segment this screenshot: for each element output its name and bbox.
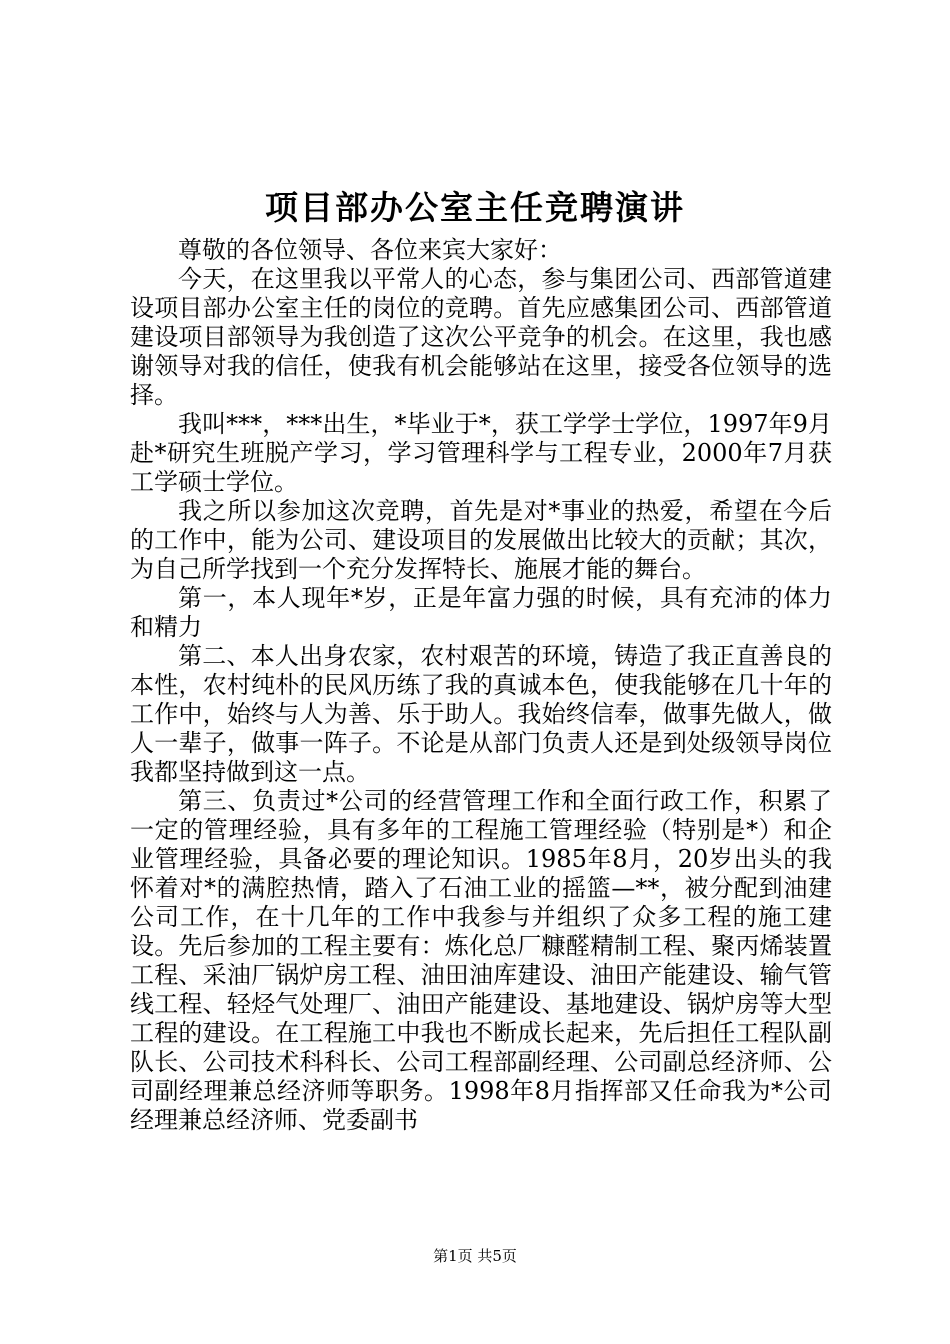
page-footer: 第1页 共5页 — [433, 1247, 517, 1265]
paragraph-opening: 今天，在这里我以平常人的心态，参与集团公司、西部管道建设项目部办公室主任的岗位的竞聘。首先应感集团公司、西部管道建设项目部领导为我创造了这次公平竞争的机会。在这里，我也感谢领导对我的信任，使我有机会能够站在这里，接受各位领导的选择。 — [130, 265, 832, 409]
paragraph-salutation: 尊敬的各位领导、各位来宾大家好： — [178, 236, 562, 264]
paragraph-background: 我叫***，***出生，*毕业于*，获工学学士学位，1997年9月赴*研究生班脱产学习，学习管理科学与工程专业，2000年7月获工学硕士学位。 — [130, 410, 832, 496]
paragraph-point-three: 第三、负责过*公司的经营管理工作和全面行政工作，积累了一定的管理经验，具有多年的工程施工管理经验（特别是*）和企业管理经验，具备必要的理论知识。1985年8月，20岁出头的我怀着对*的满腔热情，踏入了石油工业的摇篮—**，被分配到油建公司工作，在十几年的工作中我参与并组织了众多工程的施工建设。先后参加的工程主要有：炼化总厂糠醛精制工程、聚丙烯装置工程、采油厂锅炉房工程、油田油库建设、油田产能建设、输气管线工程、轻烃气处理厂、油田产能建设、基地建设、锅炉房等大型工程的建设。在工程施工中我也不断成长起来，先后担任工程队副队长、公司技术科科长、公司工程部副经理、公司副总经济师、公司副经理兼总经济师等职务。1998年8月指挥部又任命我为*公司经理兼总经济师、党委副书 — [130, 787, 832, 1134]
paragraph-point-one: 第一，本人现年*岁，正是年富力强的时候，具有充沛的体力和精力 — [130, 584, 832, 641]
paragraph-point-two: 第二、本人出身农家，农村艰苦的环境，铸造了我正直善良的本性，农村纯朴的民风历练了我的真诚本色，使我能够在几十年的工作中，始终与人为善、乐于助人。我始终信奉，做事先做人，做人一辈子，做事一阵子。不论是从部门负责人还是到处级领导岗位我都坚持做到这一点。 — [130, 642, 832, 786]
paragraph-motivation: 我之所以参加这次竞聘，首先是对*事业的热爱，希望在今后的工作中，能为公司、建设项目的发展做出比较大的贡献；其次，为自己所学找到一个充分发挥特长、施展才能的舞台。 — [130, 497, 832, 583]
document-title: 项目部办公室主任竞聘演讲 — [265, 188, 685, 227]
document-body — [130, 236, 832, 1135]
